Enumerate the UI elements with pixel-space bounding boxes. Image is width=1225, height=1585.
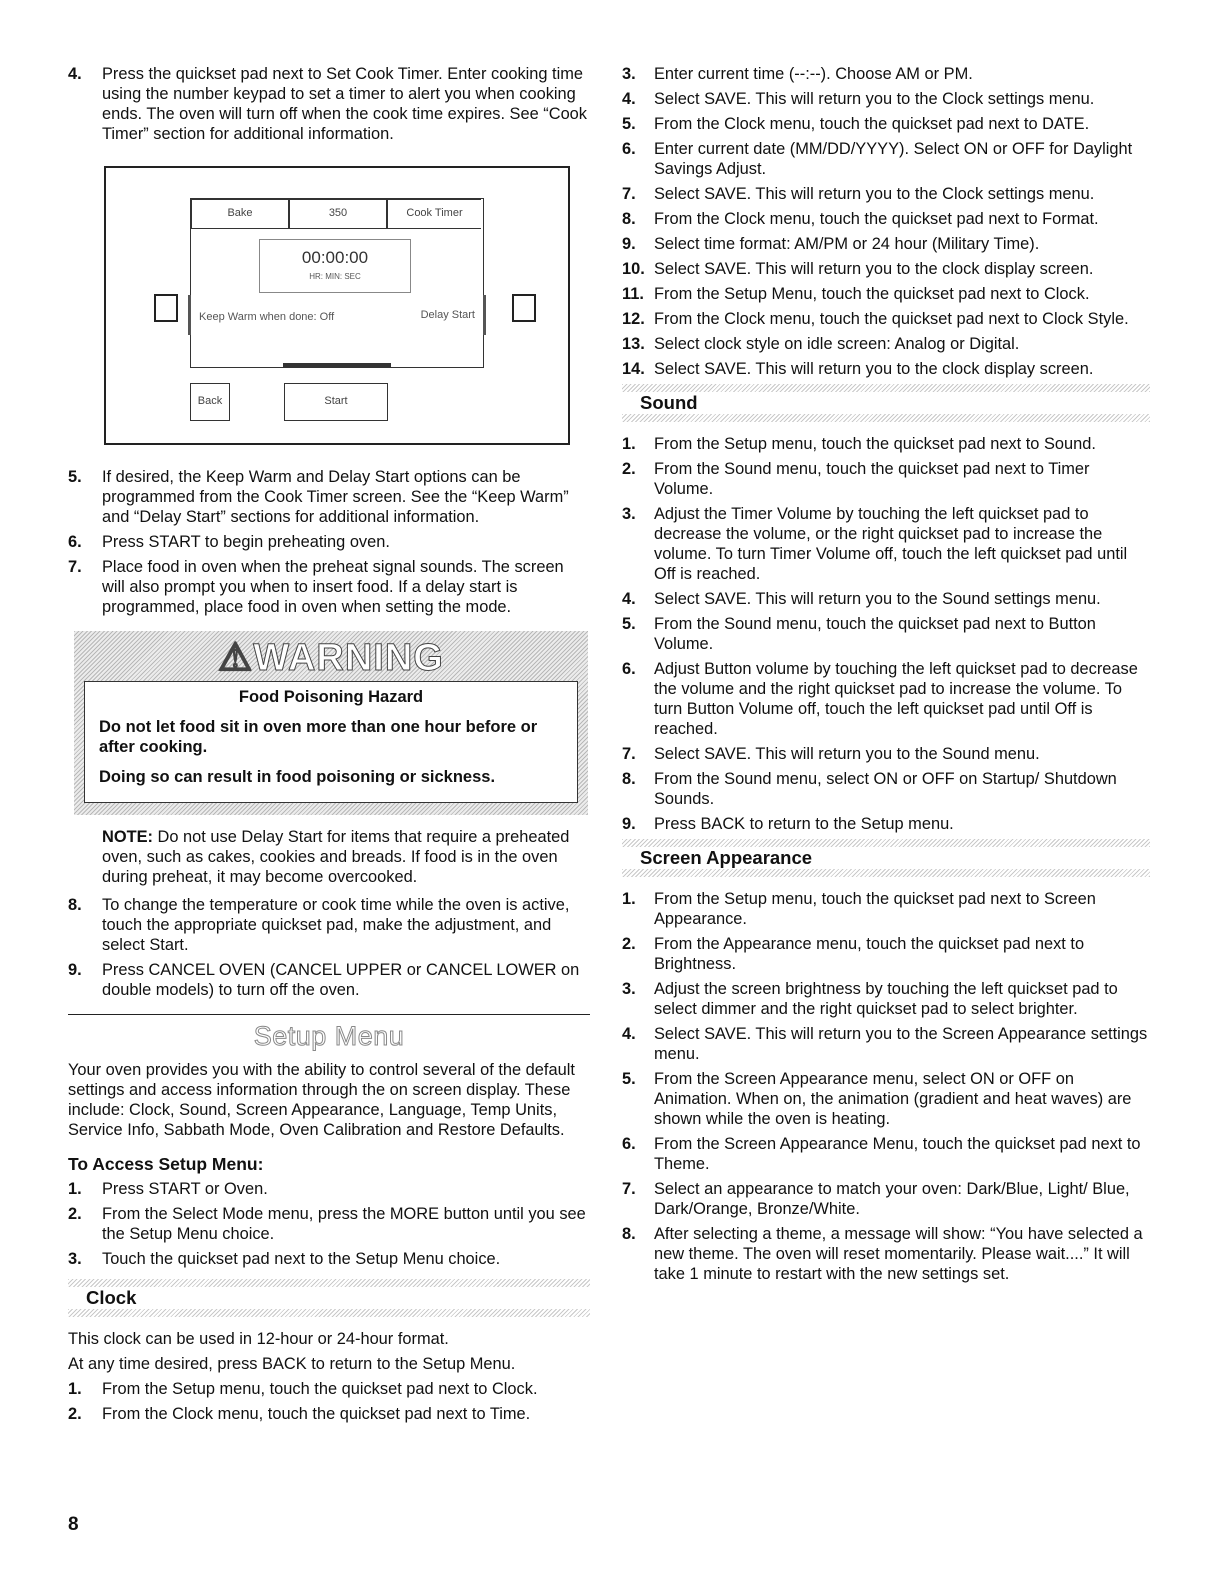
warning-title: ⚠WARNING bbox=[218, 637, 444, 679]
keep-warm-label[interactable]: Keep Warm when done: Off bbox=[199, 311, 335, 323]
step-number: 5. bbox=[68, 468, 82, 486]
step-text: Press START to begin preheating oven. bbox=[102, 533, 390, 551]
timer-readout bbox=[259, 239, 411, 293]
step-number: 10. bbox=[622, 260, 645, 278]
right-column bbox=[622, 64, 1150, 1289]
list-item bbox=[622, 1224, 1150, 1284]
list-item bbox=[622, 769, 1150, 809]
clock-heading: Clock bbox=[68, 1287, 590, 1309]
clock-paragraph-2: At any time desired, press BACK to return to the Setup Menu. bbox=[68, 1355, 516, 1373]
step-text: From the Clock menu, touch the quickset pad next to Time. bbox=[102, 1405, 531, 1423]
step-number: 13. bbox=[622, 335, 645, 353]
list-item bbox=[622, 889, 1150, 929]
temperature-pad[interactable]: 350 bbox=[289, 199, 387, 229]
step-number: 9. bbox=[622, 235, 636, 253]
list-item bbox=[622, 459, 1150, 499]
step-number: 6. bbox=[622, 1135, 636, 1153]
left-pad-marker bbox=[188, 295, 191, 335]
warning-content bbox=[84, 681, 578, 803]
step-text: Adjust the screen brightness by touching the left quickset pad to select dimmer and the right quickset pad to select brighter. bbox=[654, 980, 1118, 1018]
step-text: From the Appearance menu, touch the quickset pad next to Brightness. bbox=[654, 935, 1085, 973]
list-item bbox=[622, 614, 1150, 654]
list-item bbox=[622, 1024, 1150, 1064]
step-number: 6. bbox=[622, 140, 636, 158]
step-text: Select SAVE. This will return you to the clock display screen. bbox=[654, 260, 1094, 278]
progress-strip bbox=[283, 363, 391, 367]
step-text: From the Screen Appearance menu, select ON or OFF on Animation. When on, the animation (gradient and heat waves) are shown while the oven is heating. bbox=[654, 1070, 1132, 1128]
step-number: 9. bbox=[622, 815, 636, 833]
step-number: 2. bbox=[622, 460, 636, 478]
list-item bbox=[622, 814, 1150, 834]
list-item bbox=[622, 64, 1150, 84]
left-quickset-pad[interactable] bbox=[154, 294, 178, 322]
warning-line-1: Do not let food sit in oven more than one hour before or after cooking. bbox=[99, 718, 538, 756]
list-item bbox=[622, 184, 1150, 204]
step-text: From the Clock menu, touch the quickset pad next to Clock Style. bbox=[654, 310, 1129, 328]
step-number: 1. bbox=[68, 1180, 82, 1198]
start-button[interactable]: Start bbox=[284, 383, 388, 421]
step-text: From the Setup menu, touch the quickset pad next to Clock. bbox=[102, 1380, 538, 1398]
setup-intro: Your oven provides you with the ability to control several of the default settings and access information through the on screen display. These include: Clock, Sound, Screen Appearance, Language, Temp Units, Service Info, Sabbath Mode, Oven Calibration and Restore Defaults. bbox=[68, 1061, 575, 1139]
step-number: 8. bbox=[68, 896, 82, 914]
cook-timer-pad[interactable]: Cook Timer bbox=[387, 199, 481, 229]
step-number: 1. bbox=[622, 890, 636, 908]
step-text: After selecting a theme, a message will show: “You have selected a new theme. The oven will reset momentarily. Please wait....” It will take 1 minute to restart with the new settings set. bbox=[654, 1225, 1143, 1283]
list-item bbox=[622, 659, 1150, 739]
back-button[interactable]: Back bbox=[190, 383, 230, 421]
list-item bbox=[622, 309, 1150, 329]
step-number: 5. bbox=[622, 1070, 636, 1088]
list-item bbox=[68, 960, 590, 1000]
subsection-heading: To Access Setup Menu: bbox=[68, 1154, 264, 1174]
warning-line-2: Doing so can result in food poisoning or sickness. bbox=[99, 768, 496, 786]
cook-timer-screen-diagram bbox=[104, 166, 570, 445]
list-item bbox=[622, 434, 1150, 454]
step-text: Press CANCEL OVEN (CANCEL UPPER or CANCEL LOWER on double models) to turn off the oven. bbox=[102, 961, 580, 999]
step-text: If desired, the Keep Warm and Delay Start options can be programmed from the Cook Timer screen. See the “Keep Warm” and “Delay Start” sections for additional information. bbox=[102, 468, 569, 526]
step-number: 1. bbox=[622, 435, 636, 453]
list-item bbox=[622, 934, 1150, 974]
step-text: Adjust Button volume by touching the left quickset pad to decrease the volume and the right quickset pad to increase the volume. To turn Button Volume off, touch the left quickset pad until Off is reached. bbox=[654, 660, 1138, 738]
step-text: Press BACK to return to the Setup menu. bbox=[654, 815, 954, 833]
step-text: Select clock style on idle screen: Analog or Digital. bbox=[654, 335, 1020, 353]
screen-appearance-heading: Screen Appearance bbox=[622, 847, 1150, 869]
clock-steps-continued bbox=[622, 64, 1150, 379]
bake-pad[interactable]: Bake bbox=[191, 199, 289, 229]
step-text: Select time format: AM/PM or 24 hour (Military Time). bbox=[654, 235, 1040, 253]
note-label: NOTE: bbox=[102, 828, 153, 846]
step-number: 4. bbox=[622, 1025, 636, 1043]
step-number: 2. bbox=[68, 1205, 82, 1223]
step-number: 8. bbox=[622, 770, 636, 788]
step-text: Enter current date (MM/DD/YYYY). Select ON or OFF for Daylight Savings Adjust. bbox=[654, 140, 1133, 178]
step-number: 2. bbox=[68, 1405, 82, 1423]
step-text: From the Clock menu, touch the quickset pad next to Format. bbox=[654, 210, 1099, 228]
list-item bbox=[68, 895, 590, 955]
right-pad-marker bbox=[483, 295, 486, 335]
step-number: 3. bbox=[68, 1250, 82, 1268]
list-item bbox=[622, 234, 1150, 254]
lcd-display bbox=[190, 198, 484, 368]
step-number: 3. bbox=[622, 65, 636, 83]
step-number: 7. bbox=[622, 185, 636, 203]
page-number: 8 bbox=[68, 1514, 79, 1535]
warning-hazard: Food Poisoning Hazard bbox=[238, 688, 424, 706]
sound-steps bbox=[622, 434, 1150, 834]
step-number: 4. bbox=[68, 65, 82, 83]
step-number: 3. bbox=[622, 505, 636, 523]
sound-heading-band bbox=[622, 384, 1150, 422]
step-number: 7. bbox=[622, 1180, 636, 1198]
step-text: Select SAVE. This will return you to the Clock settings menu. bbox=[654, 185, 1095, 203]
step-text: Select SAVE. This will return you to the Screen Appearance settings menu. bbox=[654, 1025, 1148, 1063]
step-text: Select SAVE. This will return you to the Sound menu. bbox=[654, 745, 1040, 763]
delay-start-label[interactable]: Delay Start bbox=[420, 309, 475, 321]
list-item bbox=[622, 209, 1150, 229]
step-number: 2. bbox=[622, 935, 636, 953]
step-number: 5. bbox=[622, 115, 636, 133]
list-item bbox=[68, 1204, 590, 1244]
list-item bbox=[622, 979, 1150, 1019]
list-item bbox=[68, 1379, 590, 1399]
clock-paragraph-1: This clock can be used in 12-hour or 24-hour format. bbox=[68, 1330, 449, 1348]
step-text: From the Screen Appearance Menu, touch the quickset pad next to Theme. bbox=[654, 1135, 1141, 1173]
list-item bbox=[622, 114, 1150, 134]
step-number: 12. bbox=[622, 310, 645, 328]
step-number: 8. bbox=[622, 1225, 636, 1243]
list-item bbox=[68, 467, 590, 527]
step-text: Select an appearance to match your oven: Dark/Blue, Light/ Blue, Dark/Orange, Bronze/White. bbox=[654, 1180, 1130, 1218]
list-item bbox=[68, 1179, 590, 1199]
step-number: 3. bbox=[622, 980, 636, 998]
list-item bbox=[622, 504, 1150, 584]
list-item bbox=[622, 359, 1150, 379]
list-item bbox=[622, 139, 1150, 179]
list-item bbox=[622, 259, 1150, 279]
section-divider bbox=[68, 1014, 590, 1015]
list-item bbox=[622, 589, 1150, 609]
list-item bbox=[622, 1179, 1150, 1219]
step-text: From the Setup Menu, touch the quickset pad next to Clock. bbox=[654, 285, 1090, 303]
step-text: From the Setup menu, touch the quickset pad next to Screen Appearance. bbox=[654, 890, 1096, 928]
step-text: Select SAVE. This will return you to the clock display screen. bbox=[654, 360, 1094, 378]
list-item bbox=[68, 532, 590, 552]
step-number: 11. bbox=[622, 285, 644, 303]
step-text: To change the temperature or cook time while the oven is active, touch the appropriate quickset pad, make the adjustment, and select Start. bbox=[102, 896, 570, 954]
left-column bbox=[68, 64, 590, 1429]
list-item bbox=[68, 64, 590, 144]
screen-appearance-heading-band bbox=[622, 839, 1150, 877]
right-quickset-pad[interactable] bbox=[512, 294, 536, 322]
step-number: 4. bbox=[622, 590, 636, 608]
list-item bbox=[68, 557, 590, 617]
step-text: From the Sound menu, select ON or OFF on Startup/ Shutdown Sounds. bbox=[654, 770, 1117, 808]
step-text: From the Sound menu, touch the quickset pad next to Button Volume. bbox=[654, 615, 1096, 653]
step-text: Press START or Oven. bbox=[102, 1180, 268, 1198]
sound-heading: Sound bbox=[622, 392, 1150, 414]
step-text: Place food in oven when the preheat signal sounds. The screen will also prompt you when to insert food. If a delay start is programmed, place food in oven when setting the mode. bbox=[102, 558, 564, 616]
step-text: Adjust the Timer Volume by touching the left quickset pad to decrease the volume, or the right quickset pad to increase the volume. To turn Timer Volume off, touch the left quickset pad until Off is reached. bbox=[654, 505, 1128, 583]
list-item bbox=[68, 1249, 590, 1269]
timer-units: HR: MIN: SEC bbox=[309, 272, 361, 281]
list-item bbox=[68, 1404, 590, 1424]
step-number: 6. bbox=[622, 660, 636, 678]
list-item bbox=[622, 1069, 1150, 1129]
step-text: Select SAVE. This will return you to the Clock settings menu. bbox=[654, 90, 1095, 108]
list-item bbox=[622, 284, 1150, 304]
screen-appearance-steps bbox=[622, 889, 1150, 1284]
step-number: 7. bbox=[622, 745, 636, 763]
clock-heading-band bbox=[68, 1279, 590, 1317]
step-text: Select SAVE. This will return you to the Sound settings menu. bbox=[654, 590, 1101, 608]
step-number: 8. bbox=[622, 210, 636, 228]
note-text: Do not use Delay Start for items that require a preheated oven, such as cakes, cookies and breads. If food is in the oven during preheat, it may become overcooked. bbox=[102, 828, 570, 886]
step-number: 9. bbox=[68, 961, 82, 979]
step-text: From the Clock menu, touch the quickset pad next to DATE. bbox=[654, 115, 1090, 133]
step-text: From the Setup menu, touch the quickset pad next to Sound. bbox=[654, 435, 1096, 453]
list-item bbox=[622, 744, 1150, 764]
step-text: Enter current time (--:--). Choose AM or PM. bbox=[654, 65, 973, 83]
step-number: 4. bbox=[622, 90, 636, 108]
step-text: From the Select Mode menu, press the MORE button until you see the Setup Menu choice. bbox=[102, 1205, 586, 1243]
step-number: 14. bbox=[622, 360, 645, 378]
note bbox=[68, 827, 590, 887]
steps-5-7 bbox=[68, 467, 590, 617]
step-number: 7. bbox=[68, 558, 82, 576]
step-number: 6. bbox=[68, 533, 82, 551]
list-item bbox=[622, 334, 1150, 354]
step-text: Touch the quickset pad next to the Setup Menu choice. bbox=[102, 1250, 501, 1268]
step-number: 5. bbox=[622, 615, 636, 633]
timer-value: 00:00:00 bbox=[301, 248, 369, 267]
section-title: Setup Menu bbox=[253, 1021, 405, 1051]
step-text: From the Sound menu, touch the quickset pad next to Timer Volume. bbox=[654, 460, 1090, 498]
step-text: Press the quickset pad next to Set Cook Timer. Enter cooking time using the number keypad to set a timer to alert you when cooking ends. The oven will turn off when the cook time expires. See “Cook Timer” section for additional information. bbox=[102, 65, 587, 143]
list-item bbox=[622, 1134, 1150, 1174]
step-number: 1. bbox=[68, 1380, 82, 1398]
warning-box bbox=[74, 631, 588, 815]
list-item bbox=[622, 89, 1150, 109]
